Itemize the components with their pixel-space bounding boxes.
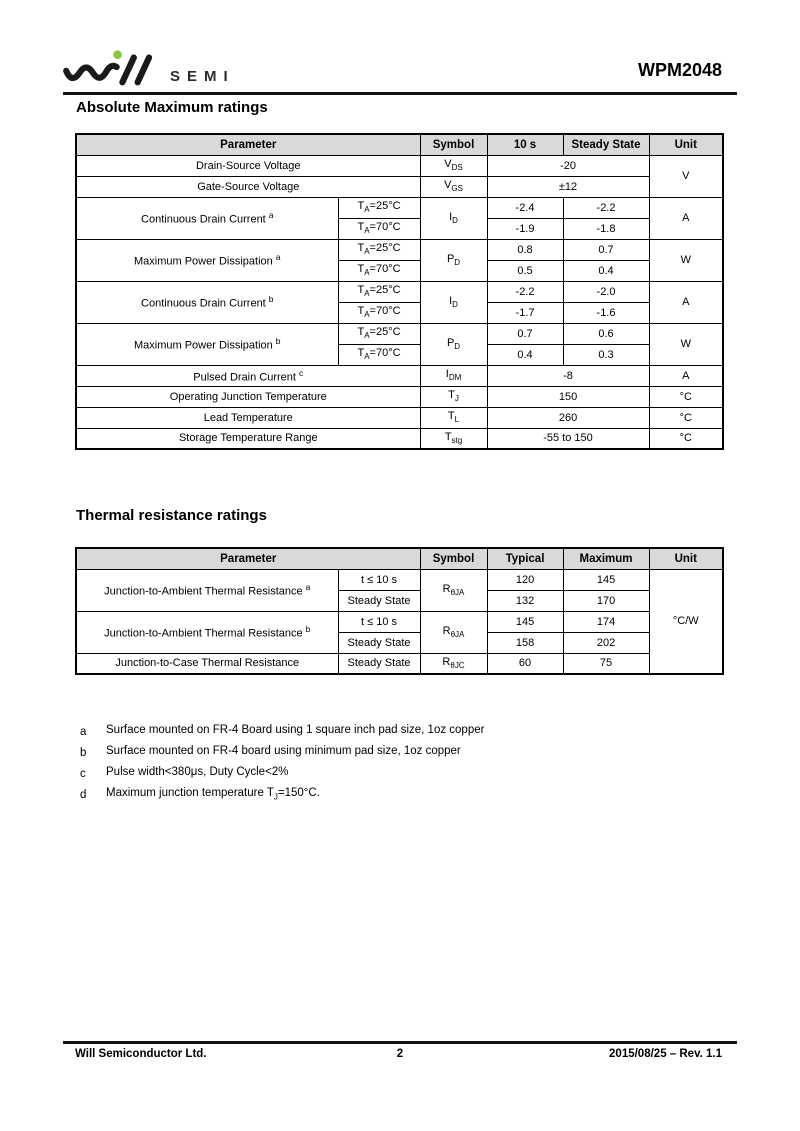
value-cell: -1.7 xyxy=(487,302,563,323)
table-header-row xyxy=(76,548,723,569)
value-cell: 0.6 xyxy=(563,323,649,344)
param-cell xyxy=(76,407,420,428)
symbol-cell xyxy=(420,365,487,386)
param-text: Lead Temperature xyxy=(203,411,293,424)
condition-cell xyxy=(338,302,420,323)
value-cell: 260 xyxy=(487,407,649,428)
value-cell: -2.2 xyxy=(563,197,649,218)
table-row xyxy=(76,407,723,428)
symbol-base: T xyxy=(444,431,452,444)
symbol-cell xyxy=(420,176,487,197)
value-cell: 0.5 xyxy=(487,260,563,281)
value-cell: ±12 xyxy=(487,176,649,197)
symbol-sub: θJA xyxy=(450,630,465,640)
footnote-text xyxy=(106,766,288,780)
footnote-ref: a xyxy=(275,252,281,263)
condition-base: T xyxy=(357,326,365,339)
param-text: Storage Temperature Range xyxy=(178,432,318,445)
condition-base: T xyxy=(357,347,365,360)
param-text: Operating Junction Temperature xyxy=(169,390,327,403)
param-text: Drain-Source Voltage xyxy=(195,159,301,172)
param-text: Continuous Drain Current xyxy=(141,213,266,226)
symbol-sub: θJA xyxy=(450,588,465,598)
footer-rule xyxy=(63,1041,737,1044)
symbol-sub: DS xyxy=(451,163,463,173)
typical-cell: 60 xyxy=(487,653,563,674)
symbol-base: P xyxy=(446,336,455,349)
column-header-symbol: Symbol xyxy=(420,548,487,569)
value-cell: 0.4 xyxy=(487,344,563,365)
symbol-cell xyxy=(420,653,487,674)
param-text: Continuous Drain Current xyxy=(141,297,266,310)
abs-max-title: Absolute Maximum ratings xyxy=(76,99,268,116)
table-row xyxy=(76,281,723,302)
footnote-text-pre: Pulse width<380μs, Duty Cycle<2% xyxy=(106,766,289,779)
footnotes xyxy=(80,721,484,805)
symbol-cell xyxy=(420,197,487,239)
symbol-cell xyxy=(420,386,487,407)
condition-suffix: =70°C xyxy=(369,221,401,234)
column-header-parameter: Parameter xyxy=(76,548,420,569)
table-row xyxy=(76,611,723,632)
value-cell: 0.3 xyxy=(563,344,649,365)
symbol-sub: D xyxy=(454,258,461,268)
footnote-ref: b xyxy=(275,336,281,347)
symbol-sub: GS xyxy=(451,184,463,194)
maximum-cell: 202 xyxy=(563,632,649,653)
symbol-cell xyxy=(420,407,487,428)
condition-sub: A xyxy=(364,331,370,341)
condition-cell: Steady State xyxy=(338,632,420,653)
table-header-row xyxy=(76,134,723,155)
footer-revision: 2015/08/25 – Rev. 1.1 xyxy=(609,1048,722,1060)
condition-base: T xyxy=(357,263,365,276)
footnote-d xyxy=(80,784,484,805)
logo-slash-1 xyxy=(122,58,133,83)
footnote-c xyxy=(80,763,484,784)
symbol-sub: D xyxy=(452,216,458,226)
condition-cell xyxy=(338,344,420,365)
logo-semi-text: SEMI xyxy=(170,68,235,85)
condition-cell xyxy=(338,239,420,260)
table-row xyxy=(76,239,723,260)
symbol-base: I xyxy=(449,294,453,307)
maximum-cell: 75 xyxy=(563,653,649,674)
table-row xyxy=(76,569,723,590)
footnote-text xyxy=(106,745,461,759)
footnote-b xyxy=(80,742,484,763)
condition-sub: A xyxy=(364,352,370,362)
footnote-ref: b xyxy=(305,624,311,635)
condition-suffix: =70°C xyxy=(369,305,401,318)
param-text: Junction-to-Ambient Thermal Resistance xyxy=(104,585,303,598)
symbol-base: T xyxy=(447,410,455,423)
will-logo-mark xyxy=(62,48,158,88)
symbol-base: I xyxy=(445,368,449,381)
symbol-cell xyxy=(420,323,487,365)
condition-cell xyxy=(338,260,420,281)
value-cell: -2.0 xyxy=(563,281,649,302)
condition-cell xyxy=(338,218,420,239)
condition-sub: A xyxy=(364,226,370,236)
symbol-base: R xyxy=(442,582,451,595)
unit-cell: °C/W xyxy=(649,569,723,674)
symbol-cell xyxy=(420,281,487,323)
symbol-base: V xyxy=(444,158,452,171)
param-cell xyxy=(76,569,338,611)
footnote-a xyxy=(80,721,484,742)
table-row xyxy=(76,155,723,176)
param-cell xyxy=(76,155,420,176)
param-text: Gate-Source Voltage xyxy=(197,180,300,193)
table-row xyxy=(76,197,723,218)
footnote-text-post: =150°C. xyxy=(277,787,320,800)
typical-cell: 120 xyxy=(487,569,563,590)
column-header-parameter: Parameter xyxy=(76,134,420,155)
symbol-cell xyxy=(420,428,487,449)
symbol-cell xyxy=(420,155,487,176)
footnote-ref: a xyxy=(268,210,274,221)
param-cell xyxy=(76,323,338,365)
footer-page-number: 2 xyxy=(396,1048,404,1060)
symbol-base: P xyxy=(446,252,455,265)
column-header-unit: Unit xyxy=(649,548,723,569)
will-semi-logo xyxy=(62,48,235,88)
footer-company: Will Semiconductor Ltd. xyxy=(75,1048,207,1060)
footnote-text-pre: Surface mounted on FR-4 Board using 1 square inch pad size, 1oz copper xyxy=(106,724,485,737)
symbol-base: R xyxy=(442,624,451,637)
condition-cell: t ≤ 10 s xyxy=(338,611,420,632)
condition-base: T xyxy=(357,242,365,255)
condition-cell xyxy=(338,197,420,218)
param-cell xyxy=(76,197,338,239)
logo-slash-2 xyxy=(138,58,149,83)
table-row xyxy=(76,386,723,407)
param-text: Maximum Power Dissipation xyxy=(134,255,273,268)
table-row xyxy=(76,428,723,449)
footnote-text-pre: Surface mounted on FR-4 board using minimum pad size, 1oz copper xyxy=(106,745,461,758)
unit-cell: A xyxy=(649,197,723,239)
unit-cell: W xyxy=(649,239,723,281)
footnote-ref: a xyxy=(305,582,311,593)
typical-cell: 158 xyxy=(487,632,563,653)
footnote-text xyxy=(106,787,320,801)
footnote-text-sub: J xyxy=(273,792,278,802)
symbol-base: R xyxy=(442,656,451,669)
symbol-cell xyxy=(420,239,487,281)
symbol-sub: L xyxy=(454,415,460,425)
column-header-typical: Typical xyxy=(487,548,563,569)
maximum-cell: 145 xyxy=(563,569,649,590)
value-cell: -1.8 xyxy=(563,218,649,239)
param-cell xyxy=(76,176,420,197)
value-cell: -1.9 xyxy=(487,218,563,239)
symbol-sub: θJC xyxy=(450,661,465,671)
footnote-ref: b xyxy=(268,294,274,305)
column-header-unit: Unit xyxy=(649,134,723,155)
logo-wave xyxy=(66,66,116,78)
param-cell xyxy=(76,239,338,281)
condition-cell xyxy=(338,281,420,302)
condition-sub: A xyxy=(364,268,370,278)
unit-cell: A xyxy=(649,365,723,386)
condition-base: T xyxy=(357,284,365,297)
footnote-ref: c xyxy=(298,367,304,378)
value-cell: -1.6 xyxy=(563,302,649,323)
symbol-sub: stg xyxy=(451,436,463,446)
logo-green-dot xyxy=(113,50,122,59)
condition-cell: Steady State xyxy=(338,590,420,611)
footnote-text xyxy=(106,724,484,738)
value-cell: -20 xyxy=(487,155,649,176)
maximum-cell: 174 xyxy=(563,611,649,632)
param-cell xyxy=(76,653,338,674)
condition-suffix: =70°C xyxy=(369,347,401,360)
symbol-base: I xyxy=(449,210,453,223)
param-text: Junction-to-Ambient Thermal Resistance xyxy=(104,627,303,640)
condition-base: T xyxy=(357,221,365,234)
header-rule xyxy=(63,92,737,95)
condition-suffix: =25°C xyxy=(369,326,401,339)
param-cell xyxy=(76,611,338,653)
column-header-steady-state: Steady State xyxy=(563,134,649,155)
param-cell xyxy=(76,365,420,386)
param-text: Junction-to-Case Thermal Resistance xyxy=(115,657,300,670)
symbol-cell xyxy=(420,569,487,611)
typical-cell: 145 xyxy=(487,611,563,632)
column-header-10s: 10 s xyxy=(487,134,563,155)
value-cell: 0.7 xyxy=(487,323,563,344)
symbol-sub: D xyxy=(452,300,458,310)
value-cell: -55 to 150 xyxy=(487,428,649,449)
thermal-resistance-ratings-table xyxy=(75,547,724,675)
part-number: WPM2048 xyxy=(637,60,722,80)
condition-base: T xyxy=(357,200,365,213)
value-cell: 0.8 xyxy=(487,239,563,260)
condition-suffix: =25°C xyxy=(369,242,401,255)
symbol-base: V xyxy=(444,179,452,192)
typical-cell: 132 xyxy=(487,590,563,611)
table-row xyxy=(76,365,723,386)
footnote-key: a xyxy=(80,725,87,738)
param-cell xyxy=(76,281,338,323)
value-cell: 0.7 xyxy=(563,239,649,260)
condition-suffix: =25°C xyxy=(369,200,401,213)
unit-cell: W xyxy=(649,323,723,365)
footnote-key: b xyxy=(80,746,87,759)
table-row xyxy=(76,176,723,197)
param-cell xyxy=(76,428,420,449)
symbol-cell xyxy=(420,611,487,653)
condition-sub: A xyxy=(364,310,370,320)
value-cell: -8 xyxy=(487,365,649,386)
unit-cell: V xyxy=(649,155,723,197)
condition-base: T xyxy=(357,305,365,318)
absolute-maximum-ratings-table xyxy=(75,133,724,450)
footnote-text-pre: Maximum junction temperature T xyxy=(106,787,274,800)
maximum-cell: 170 xyxy=(563,590,649,611)
param-cell xyxy=(76,386,420,407)
column-header-maximum: Maximum xyxy=(563,548,649,569)
condition-suffix: =25°C xyxy=(369,284,401,297)
symbol-base: T xyxy=(448,389,455,402)
value-cell: 150 xyxy=(487,386,649,407)
symbol-sub: D xyxy=(454,342,461,352)
unit-cell: °C xyxy=(649,386,723,407)
param-text: Maximum Power Dissipation xyxy=(134,339,273,352)
unit-cell: °C xyxy=(649,407,723,428)
condition-sub: A xyxy=(364,247,370,257)
value-cell: -2.2 xyxy=(487,281,563,302)
param-text: Pulsed Drain Current xyxy=(193,371,296,384)
footnote-key: c xyxy=(80,767,86,780)
value-cell: 0.4 xyxy=(563,260,649,281)
value-cell: -2.4 xyxy=(487,197,563,218)
unit-cell: A xyxy=(649,281,723,323)
condition-cell xyxy=(338,323,420,344)
condition-cell: t ≤ 10 s xyxy=(338,569,420,590)
condition-sub: A xyxy=(364,289,370,299)
unit-cell: °C xyxy=(649,428,723,449)
symbol-sub: DM xyxy=(448,373,462,383)
table-row xyxy=(76,653,723,674)
condition-cell: Steady State xyxy=(338,653,420,674)
column-header-symbol: Symbol xyxy=(420,134,487,155)
table-row xyxy=(76,323,723,344)
footnote-key: d xyxy=(80,788,87,801)
condition-suffix: =70°C xyxy=(369,263,401,276)
thermal-ratings-title: Thermal resistance ratings xyxy=(76,507,267,524)
condition-sub: A xyxy=(364,205,370,215)
symbol-sub: J xyxy=(454,394,459,404)
